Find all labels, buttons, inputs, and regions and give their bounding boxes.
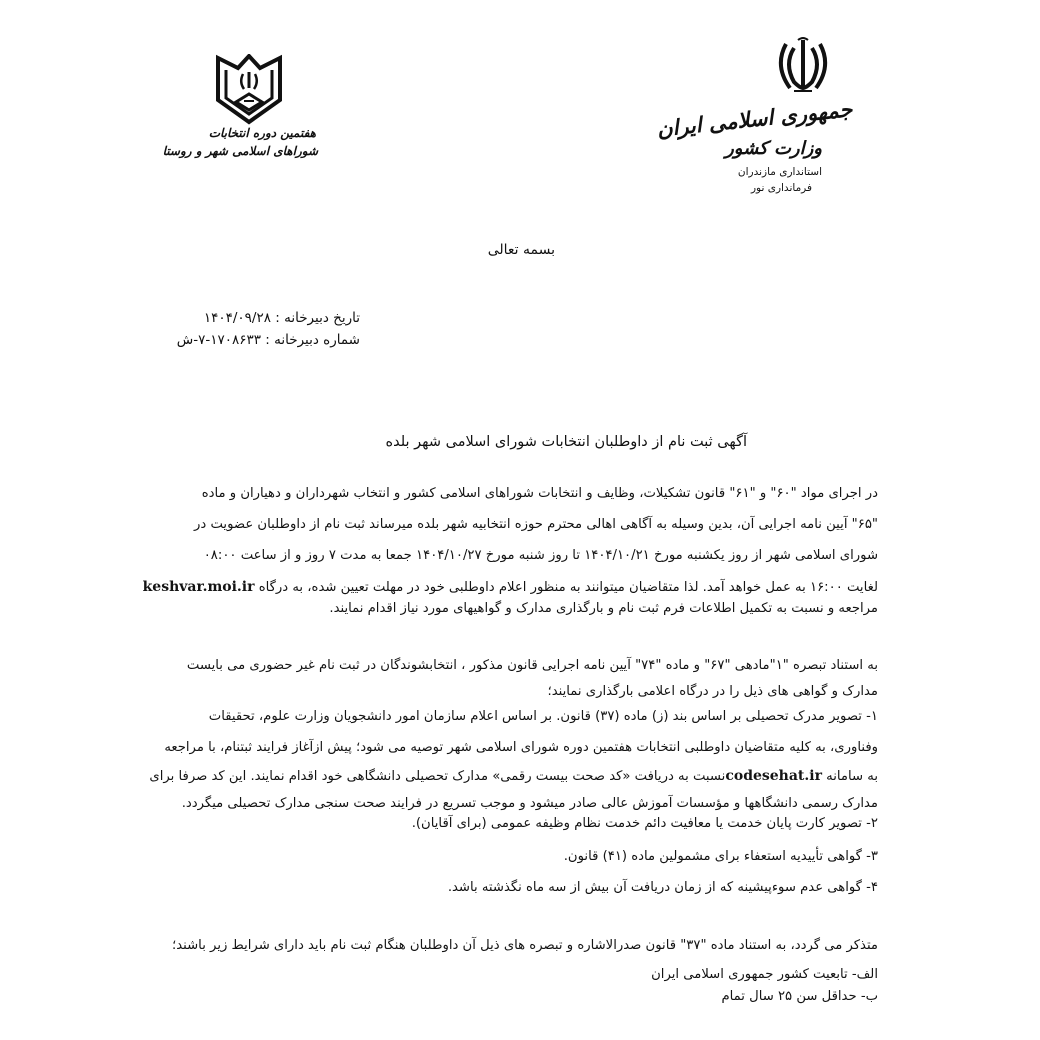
paragraph1-line-text: لغایت ۱۶:۰۰ به عمل خواهد آمد. لذا متقاضیان میتوانند به منظور اعلام داوطلبی خود در مهلت تعیین شده، به درگاه: [258, 580, 878, 595]
emblem-county: فرمانداری نور: [750, 182, 812, 194]
paragraph3-line: متذکر می گردد، به استناد ماده "۳۷" قانون صدرالاشاره و تبصره های ذیل آن داوطلبان هنگام ثبت نام باید دارای شرایط زیر باشند؛: [172, 938, 878, 953]
notice-title: آگهی ثبت نام از داوطلبان انتخابات شورای اسلامی شهر بلده: [385, 434, 747, 450]
paragraph2-line-text: نسبت به دریافت «کد صحت بیست رقمی» مدارک تحصیلی دانشگاهی خود اقدام نمایند. این کد صرفا برای: [149, 769, 726, 784]
secretariat-number: [177, 332, 360, 348]
condition-b: ب- حداقل سن ۲۵ سال تمام: [721, 989, 878, 1004]
paragraph2-item-3: ۳- گواهی تأییدیه استعفاء برای مشمولین ماده (۴۱) قانون.: [563, 849, 878, 864]
paragraph1-line: [143, 578, 878, 597]
paragraph1-line: "۶۵" آیین نامه اجرایی آن، بدین وسیله به آگاهی اهالی محترم حوزه انتخابیه شهر بلده میرساند ثبت نام از داوطلبان عضویت در: [194, 517, 878, 532]
election-logo-block: [162, 50, 320, 170]
emblem-country-name: جمهوری اسلامی ایران: [655, 96, 854, 142]
paragraph2-item-1: ۱- تصویر مدرک تحصیلی بر اساس بند (ز) ماده (۳۷) قانون. بر اساس اعلام سازمان امور دانشجویان وزارت علوم، تحقیقات: [208, 709, 878, 724]
election-logo-line1: هفتمین دوره انتخابات: [208, 126, 316, 140]
paragraph1-line: شورای اسلامی شهر از روز یکشنبه مورخ ۱۴۰۴/۱۰/۲۱ تا روز شنبه مورخ ۱۴۰۴/۱۰/۲۷ جمعا به مدت ۷ روز و از ساعت ۰۸:۰۰: [203, 548, 878, 563]
paragraph1-line: مراجعه و نسبت به تکمیل اطلاعات فرم ثبت نام و بارگذاری مدارک و گواهیهای مورد نیاز اقدام نمایند.: [329, 601, 878, 616]
condition-a: الف- تابعیت کشور جمهوری اسلامی ایران: [651, 967, 878, 982]
paragraph2-item-4: ۴- گواهی عدم سوءپیشینه که از زمان دریافت آن بیش از سه ماه نگذشته باشد.: [447, 880, 878, 895]
paragraph2-line-text: به سامانه: [826, 769, 878, 784]
paragraph2-line: وفناوری، به کلیه متقاضیان داوطلبی انتخابات هفتمین دوره شورای اسلامی شهر توصیه می شود؛ پیش ازآغاز فرایند ثبتنام، با مراجعه: [164, 740, 878, 755]
secretariat-date-label: تاریخ دبیرخانه :: [275, 310, 360, 326]
secretariat-number-value: ۱۷۰۸۶۳۳-۷-ش: [176, 332, 261, 348]
secretariat-date: [204, 310, 360, 326]
election-logo-line2: شوراهای اسلامی شهر و روستا: [162, 144, 318, 158]
paragraph2-line: [149, 767, 878, 786]
codesehat-portal-link[interactable]: codesehat.ir: [725, 768, 822, 784]
iran-coat-of-arms-icon: [776, 36, 830, 94]
paragraph2-line: مدارک و گواهی های ذیل را در درگاه اعلامی بارگذاری نمایند؛: [547, 684, 878, 699]
paragraph2-line: مدارک رسمی دانشگاهها و مؤسسات آموزش عالی صادر میشود و موجب تسریع در فرایند صحت سنجی مدارک تحصیلی میگردد.: [181, 796, 878, 811]
invocation: بسمه تعالی: [487, 242, 555, 258]
emblem-governorate: استانداری مازندران: [737, 166, 822, 178]
emblem-ministry-name: وزارت کشور: [725, 138, 822, 159]
paragraph2-item-2: ۲- تصویر کارت پایان خدمت یا معافیت دائم خدمت نظام وظیفه عمومی (برای آقایان).: [411, 816, 878, 831]
ballot-box-logo-icon: [214, 54, 284, 126]
secretariat-date-value: ۱۴۰۴/۰۹/۲۸: [203, 310, 271, 326]
secretariat-number-label: شماره دبیرخانه :: [265, 332, 360, 348]
paragraph2-line: به استناد تبصره "۱"مادهی "۶۷" و ماده "۷۴" آیین نامه اجرایی قانون مذکور ، انتخابشوندگان در ثبت نام غیر حضوری می بایست: [186, 658, 878, 673]
iran-emblem-block: [655, 30, 854, 210]
keshvar-portal-link[interactable]: keshvar.moi.ir: [142, 579, 255, 595]
paragraph1-line: در اجرای مواد "۶۰" و "۶۱" قانون تشکیلات، وظایف و انتخابات شوراهای اسلامی کشور و انتخاب شهرداران و دهیاران و ماده: [201, 486, 878, 501]
